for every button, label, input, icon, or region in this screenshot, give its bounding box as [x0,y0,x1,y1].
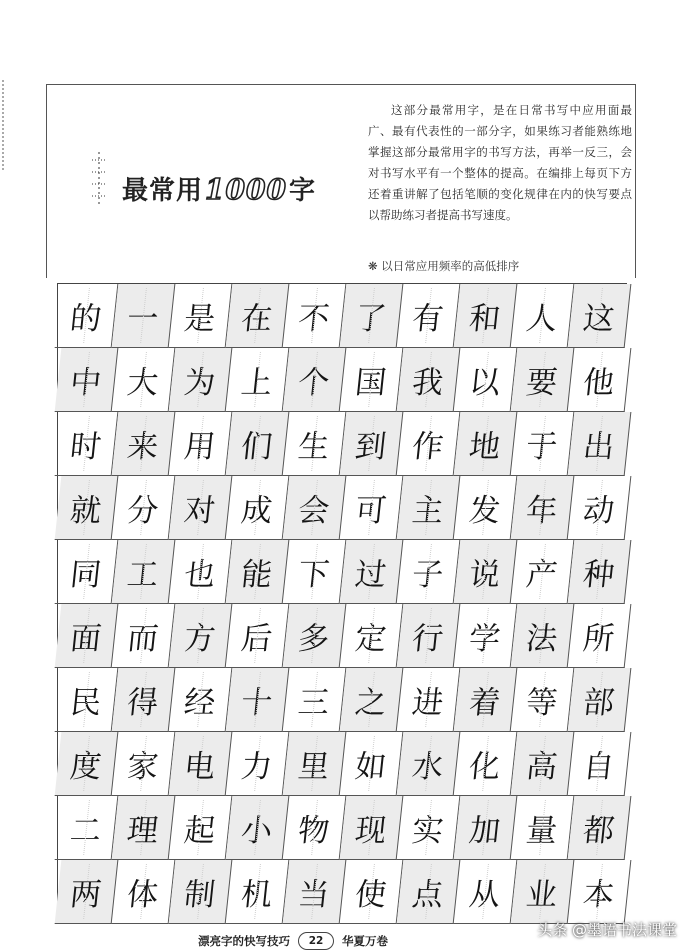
grid-character-cell: 民 [55,668,119,732]
grid-character-cell: 为 [169,348,233,412]
grid-character-cell: 们 [226,412,290,476]
grid-character-cell: 过 [340,540,404,604]
grid-character-cell: 实 [397,796,461,860]
grid-character-cell: 用 [169,412,233,476]
grid-character-cell: 有 [397,284,461,348]
grid-character-cell: 就 [55,476,119,540]
grid-character-cell: 来 [112,412,176,476]
grid-character-cell: 以 [454,348,518,412]
grid-character-cell: 分 [112,476,176,540]
grid-character-cell: 中 [55,348,119,412]
grid-character-cell: 下 [283,540,347,604]
intro-paragraph: 这部分最常用字，是在日常书写中应用面最广、最有代表性的一部分字，如果练习者能熟练地掌握这部分最常用字的书写方法，再举一反三，会对书写水平有一个整体的提高。在编排上每页下方还着重讲解了包括笔顺的变化规律在内的快写要点以帮助练习者提高书写速度。 [368,103,632,222]
grid-character-cell: 力 [226,732,290,796]
grid-character-cell: 业 [511,860,575,924]
grid-character-cell: 动 [568,476,632,540]
grid-character-cell: 人 [511,284,575,348]
grid-character-cell: 高 [511,732,575,796]
book-title: 漂亮字的快写技巧 [198,934,290,948]
scan-edge-marks [2,80,8,170]
grid-character-cell: 他 [568,348,632,412]
grid-character-cell: 到 [340,412,404,476]
ordering-note: ❋ 以日常应用频率的高低排序 [368,259,520,273]
grid-character-cell: 面 [55,604,119,668]
grid-character-cell: 对 [169,476,233,540]
grid-character-cell: 之 [340,668,404,732]
grid-character-cell: 度 [55,732,119,796]
grid-character-cell: 子 [397,540,461,604]
grid-character-cell: 使 [340,860,404,924]
grid-character-cell: 体 [112,860,176,924]
grid-character-cell: 现 [340,796,404,860]
grid-character-cell: 里 [283,732,347,796]
grid-character-cell: 得 [112,668,176,732]
grid-character-cell: 如 [340,732,404,796]
grid-character-cell: 这 [568,284,632,348]
title-suffix: 字 [288,176,316,206]
grid-character-cell: 制 [169,860,233,924]
grid-character-cell: 起 [169,796,233,860]
grid-character-cell: 作 [397,412,461,476]
character-grid [57,283,627,923]
grid-character-cell: 和 [454,284,518,348]
grid-character-cell: 从 [454,860,518,924]
grid-character-cell: 二 [55,796,119,860]
grid-character-cell: 主 [397,476,461,540]
grid-character-cell: 加 [454,796,518,860]
grid-character-cell: 等 [511,668,575,732]
grid-character-cell: 机 [226,860,290,924]
grid-character-cell: 电 [169,732,233,796]
grid-character-cell: 种 [568,540,632,604]
grid-character-cell: 成 [226,476,290,540]
grid-character-cell: 个 [283,348,347,412]
grid-character-cell: 产 [511,540,575,604]
grid-character-cell: 所 [568,604,632,668]
grid-character-cell: 可 [340,476,404,540]
title-number: 1000 [205,173,287,206]
grid-character-cell: 行 [397,604,461,668]
grid-character-cell: 说 [454,540,518,604]
grid-character-cell: 点 [397,860,461,924]
grid-character-cell: 了 [340,284,404,348]
grid-character-cell: 都 [568,796,632,860]
grid-character-cell: 定 [340,604,404,668]
grid-character-cell: 会 [283,476,347,540]
grid-character-cell: 也 [169,540,233,604]
grid-character-cell: 自 [568,732,632,796]
source-watermark: 头条 @墨语书法课堂 [537,921,677,939]
grid-character-cell: 上 [226,348,290,412]
grid-character-cell: 要 [511,348,575,412]
grid-character-cell: 量 [511,796,575,860]
page-footer [198,932,388,950]
page-title [122,170,316,207]
grid-character-cell: 我 [397,348,461,412]
grid-character-cell: 于 [511,412,575,476]
grid-character-cell: 水 [397,732,461,796]
grid-character-cell: 化 [454,732,518,796]
grid-character-cell: 发 [454,476,518,540]
grid-character-cell: 进 [397,668,461,732]
grid-character-cell: 十 [226,668,290,732]
grid-character-cell: 着 [454,668,518,732]
grid-character-cell: 而 [112,604,176,668]
grid-character-cell: 在 [226,284,290,348]
page-number: 22 [298,932,334,950]
grid-character-cell: 物 [283,796,347,860]
title-prefix: 最常用 [122,176,204,206]
grid-character-cell: 小 [226,796,290,860]
grid-character-cell: 地 [454,412,518,476]
grid-character-cell: 本 [568,860,632,924]
grid-character-cell: 多 [283,604,347,668]
grid-character-cell: 方 [169,604,233,668]
grid-character-cell: 同 [55,540,119,604]
grid-character-cell: 出 [568,412,632,476]
grid-character-cell: 的 [55,284,119,348]
grid-character-cell: 大 [112,348,176,412]
grid-character-cell: 经 [169,668,233,732]
grid-character-cell: 学 [454,604,518,668]
grid-character-cell: 时 [55,412,119,476]
grid-character-cell: 年 [511,476,575,540]
grid-character-cell: 当 [283,860,347,924]
grid-character-cell: 家 [112,732,176,796]
grid-character-cell: 理 [112,796,176,860]
grid-character-cell: 一 [112,284,176,348]
decorative-dash-ornament [88,150,110,206]
publisher-name: 华夏万卷 [342,934,388,948]
grid-character-cell: 后 [226,604,290,668]
grid-character-cell: 生 [283,412,347,476]
grid-character-cell: 三 [283,668,347,732]
grid-character-cell: 两 [55,860,119,924]
grid-character-cell: 不 [283,284,347,348]
grid-character-cell: 部 [568,668,632,732]
grid-character-cell: 国 [340,348,404,412]
grid-character-cell: 法 [511,604,575,668]
grid-character-cell: 能 [226,540,290,604]
grid-character-cell: 是 [169,284,233,348]
grid-character-cell: 工 [112,540,176,604]
